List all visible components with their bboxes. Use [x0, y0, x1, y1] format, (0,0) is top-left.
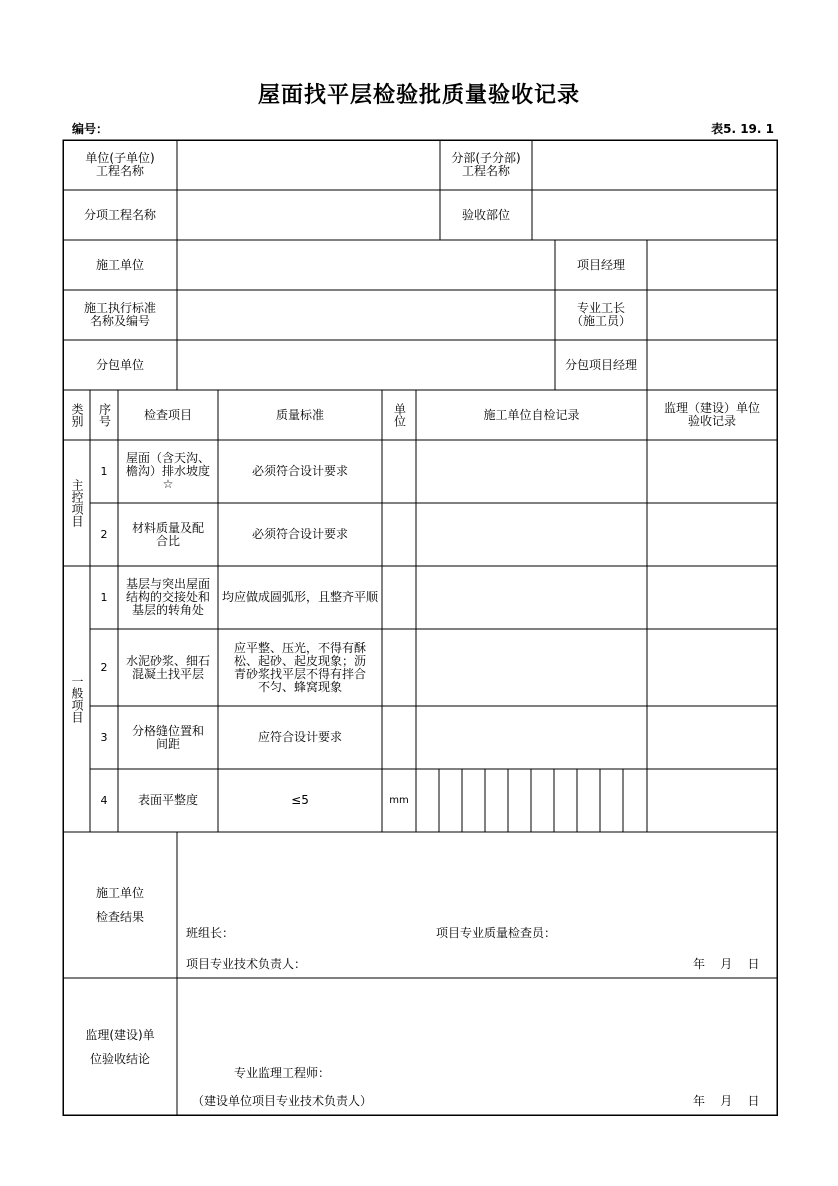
col-seq: 序号 [97, 403, 112, 427]
main-item-name: 材料质量及配合比 [131, 520, 204, 548]
general-item-name: 水泥砂浆、细石混凝土找平层 [125, 653, 210, 681]
general-item-standard: 均应做成圆弧形，且整齐平顺 [221, 590, 378, 604]
main-item-no: 1 [100, 465, 108, 478]
col-item: 检查项目 [143, 407, 192, 422]
general-item-no: 1 [100, 591, 108, 604]
col-self-check: 施工单位自检记录 [483, 407, 580, 422]
general-item-no: 3 [100, 731, 108, 744]
main-item-standard: 必须符合设计要求 [251, 527, 348, 541]
general-group: 一般项目 [70, 675, 84, 723]
general-item-standard: 应符合设计要求 [257, 730, 342, 744]
form-title: 屋面找平层检验批质量验收记录 [257, 83, 580, 108]
serial-label: 编号： [72, 122, 109, 136]
contractor-label: 施工单位 [95, 257, 144, 272]
tech-lead-label: 项目专业技术负责人： [186, 957, 307, 971]
general-item-standard: 应平整、压光，不得有酥松、起砂、起皮现象；沥青砂浆找平层不得有拌合不匀、蜂窝现象 [233, 640, 366, 694]
foreman-label: 专业工长 （施工员） [570, 301, 631, 328]
main-control-group: 主控项目 [70, 479, 84, 527]
col-unit: 单位 [392, 403, 407, 427]
item-project-name-label: 分项工程名称 [83, 207, 156, 222]
sub-project-name-label: 分部(子分部) 工程名称 [451, 151, 521, 178]
contractor-date: 年 月 日 [693, 957, 760, 971]
acceptance-part-label: 验收部位 [461, 207, 510, 222]
standard-label: 施工执行标准 名称及编号 [83, 301, 156, 328]
main-item-no: 2 [100, 528, 108, 541]
quality-inspector-label: 项目专业质量检查员： [436, 926, 557, 940]
project-manager-label: 项目经理 [576, 257, 625, 272]
general-item-standard: ≤5 [291, 793, 309, 807]
general-item-name: 基层与突出屋面结构的交接处和基层的转角处 [125, 577, 210, 617]
unit-project-name-label: 单位(子单位) 工程名称 [85, 151, 155, 178]
general-item-name: 分格缝位置和间距 [131, 723, 204, 751]
general-item-no: 4 [100, 794, 108, 807]
col-category: 类别 [70, 403, 84, 427]
col-supervision: 监理（建设）单位 验收记录 [663, 401, 760, 428]
main-item-standard: 必须符合设计要求 [251, 464, 348, 478]
general-item-no: 2 [100, 661, 108, 674]
supervision-result-label: 监理(建设)单 位验收结论 [85, 1027, 155, 1066]
sub-pm-label: 分包项目经理 [564, 357, 637, 372]
col-standard: 质量标准 [275, 407, 324, 422]
general-item-unit: mm [389, 795, 409, 806]
contractor-result-label: 施工单位 检查结果 [95, 886, 144, 924]
main-item-name: 屋面（含天沟、檐沟）排水坡度☆ [125, 451, 210, 491]
supervision-date: 年 月 日 [693, 1094, 760, 1108]
general-item-name: 表面平整度 [137, 793, 198, 807]
subcontractor-label: 分包单位 [95, 357, 144, 372]
table-number: 表5. 19. 1 [711, 122, 774, 136]
supervising-engineer-label: 专业监理工程师： [234, 1066, 331, 1080]
owner-tech-lead-label: （建设单位项目专业技术负责人） [192, 1094, 373, 1108]
team-leader-label: 班组长： [186, 926, 235, 940]
